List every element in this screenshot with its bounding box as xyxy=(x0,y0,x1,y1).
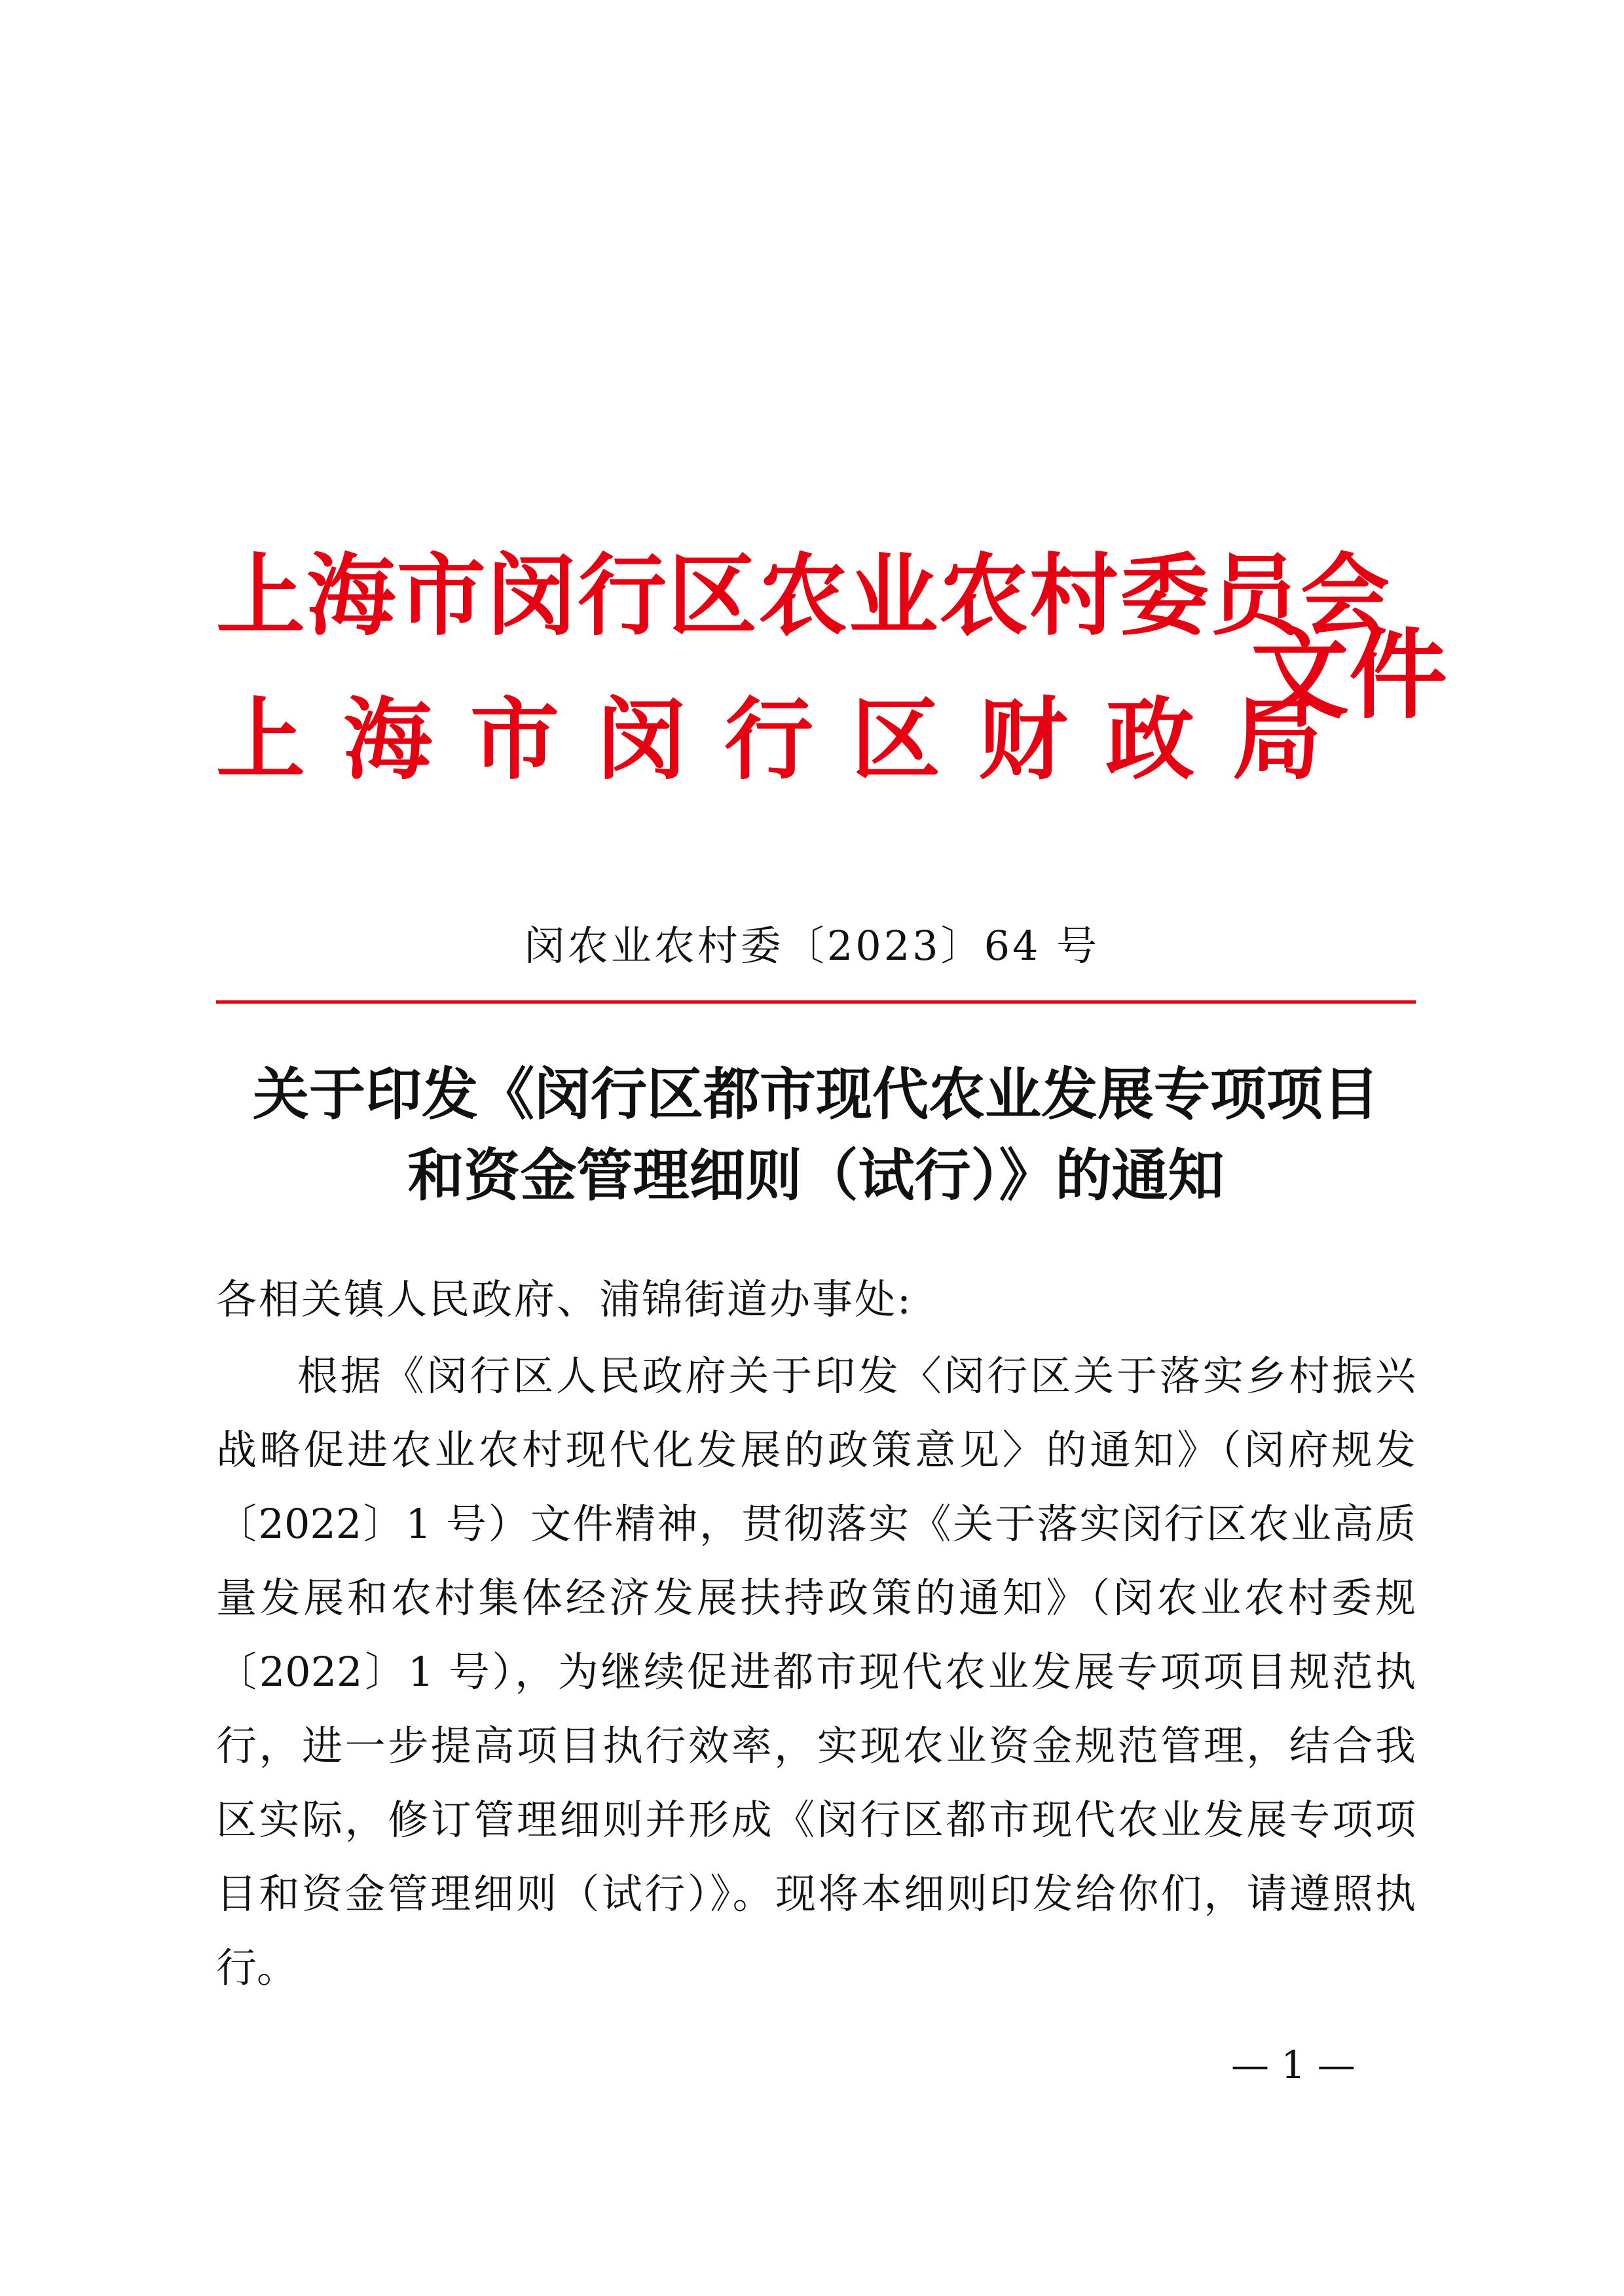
document-title xyxy=(216,1054,1416,1216)
header-org-1: 上海市闵行区农业农村委员会 xyxy=(216,543,1391,648)
red-divider xyxy=(216,1000,1416,1004)
body-line: 区实际，修订管理细则并形成《闵行区都市现代农业发展专项项 xyxy=(216,1796,1416,1844)
header-org-2: 上海市闵行区财政局 xyxy=(216,687,1359,792)
header-suffix: 文件 xyxy=(1251,617,1448,733)
title-line-2: 和资金管理细则（试行）》的通知 xyxy=(407,1142,1225,1209)
body-line: 行，进一步提高项目执行效率，实现农业资金规范管理，结合我 xyxy=(216,1722,1416,1770)
body-line: 根据《闵行区人民政府关于印发〈闵行区关于落实乡村振兴 xyxy=(297,1352,1416,1400)
body-line: 〔2022〕1 号），为继续促进都市现代农业发展专项项目规范执 xyxy=(216,1648,1416,1696)
red-header xyxy=(216,511,1447,799)
document-number: 闵农业农村委〔2023〕64 号 xyxy=(524,922,1100,970)
body-line: 行。 xyxy=(216,1944,298,1992)
title-line-1: 关于印发《闵行区都市现代农业发展专项项目 xyxy=(253,1061,1379,1127)
body-line: 量发展和农村集体经济发展扶持政策的通知》（闵农业农村委规 xyxy=(216,1574,1416,1622)
salutation: 各相关镇人民政府、浦锦街道办事处: xyxy=(216,1275,913,1323)
body-line: 〔2022〕1 号）文件精神，贯彻落实《关于落实闵行区农业高质 xyxy=(216,1500,1416,1548)
body-line: 战略促进农业农村现代化发展的政策意见〉的通知》（闵府规发 xyxy=(216,1426,1416,1474)
body-line: 目和资金管理细则（试行）》。现将本细则印发给你们，请遵照执 xyxy=(216,1870,1416,1918)
page-number: — 1 — xyxy=(1231,2043,1356,2087)
body-text xyxy=(216,1339,1416,2005)
